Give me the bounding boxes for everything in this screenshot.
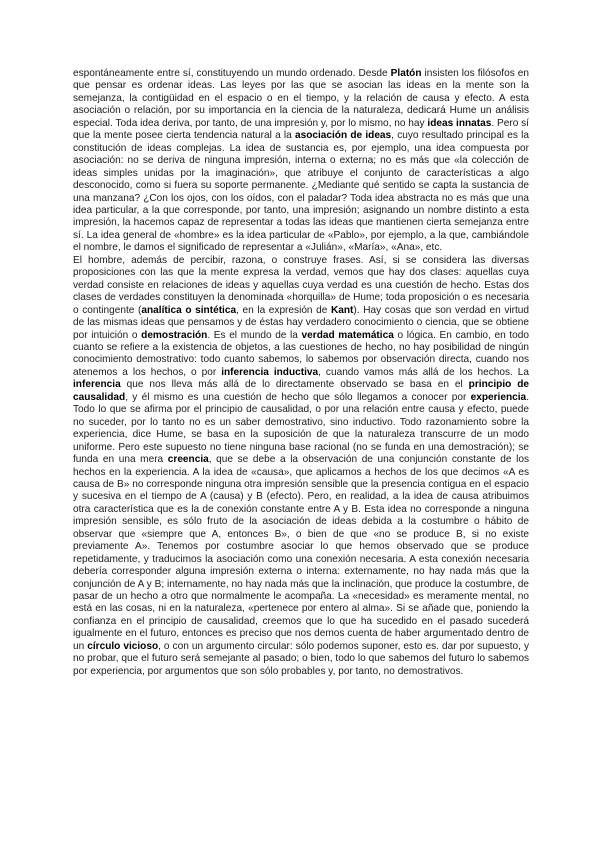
text-run: ). Hay cosas que son verdad en virtud de las mismas ideas que pensamos y de éstas hay verdadero conocimiento o ciencia, que se obtiene por intuición o	[73, 304, 529, 341]
bold-term: verdad matemática	[301, 329, 394, 341]
text-run: , que se debe a la observación de una conjunción constante de los hechos en la experiencia. A la idea de «causa», que aplicamos a hechos de los que decimos «A es causa de B» no corresponde ninguna otra impresión sensible que la presencia contigua en el espacio y sucesiva en el tiempo de A (causa) y B (efecto). Pero, en realidad, a la idea de causa atribuimos otra característica que es la de conexión constante entre A y B. Esta idea no corresponde a ninguna impresión sensible, es sólo fruto de la asociación de ideas debida a la costumbre o hábito de observar que «siempre que A, entonces B», o bien de que «no se produce B, si no existe previamente A». Tenemos por costumbre asociar lo que hemos observado que se produce repetidamente, y traducimos la asociación como una conexión necesaria. A esta conexión necesaria debería corresponder alguna impresión externa o interna: externamente, no hay nada más que la conjunción de A y B; internamente, no hay nada más que la inclinación, que produce la costumbre, de pasar de un hecho a otro que normalmente le acompaña. La «necesidad» es meramente mental, no está en las cosas, ni en la naturaleza, «pertenece por entero al alma». Si se añade que, poniendo la confianza en el principio de causalidad, creemos que lo que ha sucedido en el pasado sucederá igualmente en el futuro, entonces es preciso que nos demos cuenta de haber argumentado dentro de un	[73, 454, 529, 652]
text-run: El hombre, además de percibir, razona, o construye frases. Así, si se considera las diversas proposiciones con las que la mente expresa la verdad, vemos que hay dos clases: aquellas cuya verdad consiste en relaciones de ideas y aquellas cuya verdad es una cuestión de hecho. Estas dos clases de verdades constituyen la denominada «horquilla» de Hume; toda proposición o es necesaria o contingente (	[73, 254, 529, 316]
text-run: , o con un argumento circular: sólo podemos suponer, esto es. dar por supuesto, y no probar, que el futuro será semejante al pasado; o bien, todo lo que sabemos del futuro lo sabemos por experiencia, por argumentos que son sólo probables y, por tanto, no demostrativos.	[73, 640, 529, 677]
bold-term: demostración	[141, 329, 208, 341]
bold-term: inferencia	[73, 379, 121, 391]
text-run: espontáneamente entre sí, constituyendo un mundo ordenado. Desde	[73, 68, 391, 79]
bold-term: analítica o sintética	[141, 304, 237, 316]
bold-term: ideas innatas	[427, 117, 492, 129]
paragraph-horquilla-hume	[73, 255, 529, 678]
bold-term: experiencia	[470, 391, 527, 403]
bold-term: Platón	[390, 68, 422, 79]
text-run: , cuyo resultado principal es la constitución de ideas complejas. La idea de sustancia es, por ejemplo, una idea compuesta por asociación: no se deriva de ninguna impresión, interna o externa; no es más que «la colección de ideas simples unidas por la imaginación», que atribuye el conjunto de características a algo desconocido, como si fuera su soporte permanente. ¿Mediante qué sentido se capta la sustancia de una manzana? ¿Con los ojos, con los oídos, con el paladar? Toda idea abstracta no es más que una idea particular, a la que corresponde, por tanto, una impresión; asignando un nombre distinto a esta impresión, la hacemos capaz de representar a todas las ideas que mantienen cierta semejanza entre sí. La idea general de «hombre» es la idea particular de «Pablo», por ejemplo, a la que, cambiándole el nombre, le damos el significado de representar a «Julián», «María», «Ana», etc.	[73, 130, 529, 254]
text-run: , cuando vamos más allá de los hechos. La	[318, 366, 530, 378]
document-page	[73, 68, 529, 678]
bold-term: principio de causalidad	[73, 379, 530, 403]
text-run: . Todo lo que se afirma por el principio de causalidad, o por una relación entre causa y efecto, puede no suceder, por lo tanto no es un saber demostrativo, sino inductivo. Todo razonamiento sobre la experiencia, dice Hume, se basa en la suposición de que la naturaleza transcurre de un modo uniforme. Pero este supuesto no tiene ninguna base racional (no se funda en una demostración); se funda en una mera	[73, 391, 529, 466]
bold-term: Kant	[330, 304, 354, 316]
text-run: , en la expresión de	[236, 304, 331, 316]
bold-term: círculo vicioso	[87, 640, 159, 652]
text-run: insisten los filósofos en que pensar es ordenar ideas. Las leyes por las que se asocian las ideas en la mente son la semejanza, la contigüidad en el espacio o en el tiempo, y la relación de causa y efecto. A esta asociación o relación, por su importancia en la ciencia de la naturaleza, dedicará Hume un análisis especial. Toda idea deriva, por tanto, de una impresión y, por lo mismo, no hay	[73, 68, 529, 129]
bold-term: asociación de ideas	[294, 130, 392, 142]
text-run: . Es el mundo de la	[207, 329, 302, 341]
bold-term: creencia	[167, 454, 209, 466]
text-run: que nos lleva más allá de lo directamente observado se basa en el	[120, 379, 469, 391]
bold-term: inferencia inductiva	[221, 366, 319, 378]
text-run: , y él mismo es una cuestión de hecho que sólo llegamos a conocer por	[125, 391, 471, 403]
text-run: o lógica. En cambio, en todo cuanto se refiere a la existencia de objetos, a las cuestiones de hecho, no hay posibilidad de ningún conocimiento demostrativo: todo cuanto sabemos, lo sabemos por observación directa, cuando nos atenemos a los hechos, o por	[73, 329, 529, 378]
text-run: . Pero sí que la mente posee cierta tendencia natural a la	[73, 117, 529, 142]
paragraph-asociacion-ideas	[73, 68, 529, 255]
